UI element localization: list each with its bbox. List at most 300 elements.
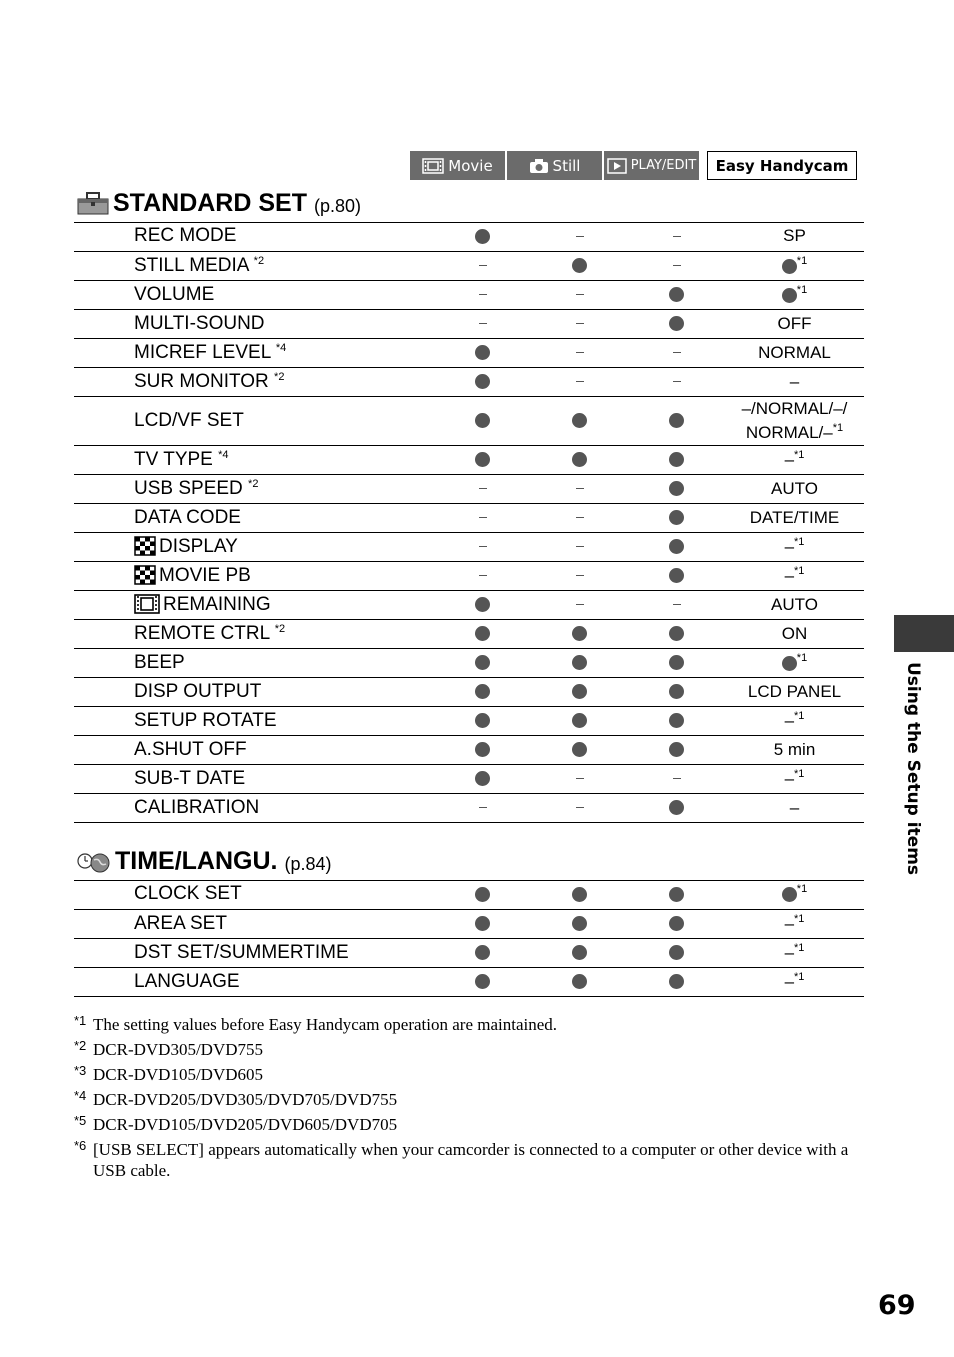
easy-cell [725, 880, 864, 909]
footnote-text: DCR-DVD305/DVD755 [93, 1040, 263, 1059]
footnote-mark: *1 [74, 1013, 87, 1028]
play-cell [628, 938, 725, 967]
footnote-text: [USB SELECT] appears automatically when your camcorder is connected to a computer or other device with a USB cable. [93, 1140, 849, 1180]
still-cell [531, 503, 628, 532]
setting-name: LANGUAGE [134, 970, 240, 992]
setting-name: REMOTE CTRL [134, 622, 275, 644]
row-gap [74, 619, 132, 648]
movie-dash [479, 294, 487, 295]
tab-play-edit [604, 151, 699, 180]
tab-still-label: Still [552, 156, 581, 175]
play-dot [669, 452, 684, 467]
movie-dot [475, 374, 490, 389]
movie-dot [475, 684, 490, 699]
play-dot [669, 316, 684, 331]
table-row [74, 367, 864, 396]
still-dash [576, 807, 584, 808]
setting-cell [132, 503, 434, 532]
movie-cell [434, 338, 531, 367]
play-cell [628, 222, 725, 251]
grid-icon [134, 536, 156, 556]
tab-movie-label: Movie [448, 156, 493, 175]
easy-value-line2: NORMAL/– [745, 422, 833, 442]
movie-cell [434, 532, 531, 561]
time-langu-table [74, 880, 864, 997]
easy-note: *1 [796, 651, 808, 664]
play-cell [628, 590, 725, 619]
table-row [74, 532, 864, 561]
movie-dot [475, 742, 490, 757]
standard-set-table [74, 222, 864, 823]
still-cell [531, 532, 628, 561]
movie-dash [479, 807, 487, 808]
setting-cell [132, 474, 434, 503]
table-row [74, 561, 864, 590]
setting-name: MICREF LEVEL [134, 341, 276, 363]
still-dot [572, 887, 587, 902]
still-cell [531, 309, 628, 338]
time-langu-ref: (p.84) [284, 854, 332, 874]
setting-name: STILL MEDIA [134, 254, 254, 276]
play-cell [628, 503, 725, 532]
play-dash [673, 265, 681, 266]
easy-note: *1 [794, 767, 805, 780]
setting-cell [132, 706, 434, 735]
film-icon [134, 594, 160, 614]
easy-dot [782, 656, 797, 671]
setting-cell [132, 532, 434, 561]
still-cell [531, 561, 628, 590]
tab-play-label: PLAY/EDIT [630, 158, 697, 173]
camera-icon [529, 158, 549, 174]
easy-value: – [784, 710, 795, 730]
tab-movie [410, 151, 505, 180]
row-gap [74, 280, 132, 309]
row-gap [74, 706, 132, 735]
standard-set-ref: (p.80) [313, 196, 362, 216]
still-cell [531, 909, 628, 938]
movie-cell [434, 648, 531, 677]
easy-value: SP [783, 226, 806, 246]
easy-value: – [784, 942, 795, 962]
easy-cell [725, 793, 864, 822]
play-cell [628, 967, 725, 996]
still-dot [572, 742, 587, 757]
play-dot [669, 655, 684, 670]
still-dash [576, 778, 584, 779]
easy-value: – [789, 797, 800, 817]
play-cell [628, 793, 725, 822]
still-cell [531, 396, 628, 445]
table-row [74, 706, 864, 735]
still-dash [576, 236, 584, 237]
row-gap [74, 561, 132, 590]
row-gap [74, 880, 132, 909]
row-gap [74, 909, 132, 938]
easy-note: *1 [796, 283, 808, 296]
table-row [74, 222, 864, 251]
table-row [74, 445, 864, 474]
play-dot [669, 510, 684, 525]
easy-value: – [784, 913, 795, 933]
still-cell [531, 880, 628, 909]
still-dash [576, 352, 584, 353]
still-dash [576, 488, 584, 489]
easy-dot [782, 887, 797, 902]
easy-value: AUTO [771, 478, 818, 498]
standard-set-title: STANDARD SET [113, 189, 307, 217]
row-gap [74, 764, 132, 793]
table-row [74, 793, 864, 822]
time-langu-heading [76, 848, 332, 874]
still-dot [572, 713, 587, 728]
still-cell [531, 793, 628, 822]
table-row [74, 309, 864, 338]
row-gap [74, 474, 132, 503]
movie-cell [434, 561, 531, 590]
easy-cell [725, 251, 864, 280]
easy-cell [725, 590, 864, 619]
movie-cell [434, 909, 531, 938]
side-label-text: Using the Setup items [903, 662, 923, 876]
setting-cell [132, 367, 434, 396]
setting-name: VOLUME [134, 283, 215, 305]
still-cell [531, 706, 628, 735]
movie-dot [475, 945, 490, 960]
play-cell [628, 309, 725, 338]
row-gap [74, 503, 132, 532]
footnote-text: The setting values before Easy Handycam operation are maintained. [93, 1015, 558, 1034]
still-cell [531, 474, 628, 503]
footnote [74, 1064, 864, 1086]
easy-cell [725, 474, 864, 503]
setting-name: MOVIE PB [159, 564, 251, 586]
play-dash [673, 604, 681, 605]
easy-value: ON [781, 623, 808, 643]
setting-name: CLOCK SET [134, 883, 242, 905]
play-dot [669, 539, 684, 554]
table-row [74, 503, 864, 532]
setting-cell [132, 648, 434, 677]
row-gap [74, 735, 132, 764]
easy-note: *1 [796, 883, 808, 896]
setting-cell [132, 338, 434, 367]
setting-cell [132, 880, 434, 909]
setting-cell [132, 967, 434, 996]
play-dot [669, 916, 684, 931]
setting-name: DATA CODE [134, 506, 241, 528]
still-dash [576, 294, 584, 295]
table-row [74, 251, 864, 280]
play-dot [669, 887, 684, 902]
setting-name: DISPLAY [159, 535, 238, 557]
row-gap [74, 648, 132, 677]
row-gap [74, 445, 132, 474]
easy-cell [725, 396, 864, 445]
setting-note: *2 [248, 477, 259, 490]
play-dot [669, 713, 684, 728]
play-cell [628, 764, 725, 793]
play-cell [628, 474, 725, 503]
footnote-text: DCR-DVD205/DVD305/DVD705/DVD755 [93, 1090, 398, 1109]
setting-name: TV TYPE [134, 448, 219, 470]
movie-dot [475, 229, 490, 244]
play-cell [628, 648, 725, 677]
movie-cell [434, 735, 531, 764]
play-cell [628, 909, 725, 938]
footnote-mark: *6 [74, 1138, 87, 1153]
easy-value: – [789, 371, 800, 391]
movie-dash [479, 575, 487, 576]
setting-name: BEEP [134, 651, 185, 673]
setting-note: *2 [274, 622, 286, 635]
setting-cell [132, 590, 434, 619]
movie-cell [434, 367, 531, 396]
table-row [74, 880, 864, 909]
footnote-mark: *4 [74, 1088, 87, 1103]
still-cell [531, 338, 628, 367]
mode-tabs [410, 151, 859, 180]
page-number: 69 [878, 1290, 916, 1321]
play-dot [669, 800, 684, 815]
still-dash [576, 546, 584, 547]
setting-cell [132, 445, 434, 474]
play-cell [628, 706, 725, 735]
setting-note: *2 [274, 370, 285, 383]
toolbox-icon [76, 190, 110, 216]
movie-cell [434, 590, 531, 619]
easy-cell [725, 445, 864, 474]
still-cell [531, 222, 628, 251]
play-cell [628, 367, 725, 396]
movie-cell [434, 967, 531, 996]
movie-cell [434, 309, 531, 338]
play-dot [669, 287, 684, 302]
play-dash [673, 381, 681, 382]
play-dash [673, 236, 681, 237]
setting-cell [132, 561, 434, 590]
still-dot [572, 684, 587, 699]
play-dot [669, 945, 684, 960]
movie-cell [434, 445, 531, 474]
side-thumb-tab [894, 615, 954, 652]
easy-value: – [784, 971, 795, 991]
play-cell [628, 251, 725, 280]
still-cell [531, 677, 628, 706]
table-row [74, 909, 864, 938]
setting-name: DST SET/SUMMERTIME [134, 941, 349, 963]
still-cell [531, 445, 628, 474]
still-cell [531, 938, 628, 967]
easy-cell [725, 222, 864, 251]
table-row [74, 280, 864, 309]
movie-cell [434, 764, 531, 793]
footnote-mark: *5 [74, 1113, 87, 1128]
setting-cell [132, 735, 434, 764]
movie-dash [479, 323, 487, 324]
still-cell [531, 619, 628, 648]
easy-note: *1 [832, 421, 844, 434]
movie-dot [475, 413, 490, 428]
footnote-mark: *3 [74, 1063, 87, 1078]
table-row [74, 938, 864, 967]
still-cell [531, 735, 628, 764]
still-cell [531, 280, 628, 309]
movie-cell [434, 474, 531, 503]
row-gap [74, 677, 132, 706]
movie-dash [479, 488, 487, 489]
row-gap [74, 532, 132, 561]
row-gap [74, 396, 132, 445]
easy-cell [725, 309, 864, 338]
easy-value: 5 min [773, 739, 816, 759]
setting-name: LCD/VF SET [134, 409, 244, 431]
row-gap [74, 309, 132, 338]
play-dot [669, 568, 684, 583]
still-dot [572, 626, 587, 641]
easy-value: DATE/TIME [749, 507, 840, 527]
movie-dot [475, 655, 490, 670]
still-dash [576, 575, 584, 576]
play-cell [628, 445, 725, 474]
easy-cell [725, 619, 864, 648]
table-row [74, 648, 864, 677]
time-langu-title: TIME/LANGU. [115, 847, 278, 875]
setting-note: *4 [218, 448, 229, 461]
movie-dot [475, 452, 490, 467]
movie-dot [475, 974, 490, 989]
setting-note: *4 [275, 341, 287, 354]
easy-note: *1 [796, 254, 808, 267]
tab-still [507, 151, 602, 180]
still-dot [572, 258, 587, 273]
still-cell [531, 367, 628, 396]
movie-cell [434, 251, 531, 280]
play-cell [628, 561, 725, 590]
footnote-text: DCR-DVD105/DVD605 [93, 1065, 263, 1084]
table-row [74, 619, 864, 648]
play-dot [669, 481, 684, 496]
setting-name: REMAINING [163, 593, 271, 615]
still-cell [531, 590, 628, 619]
easy-value: LCD PANEL [747, 681, 842, 701]
movie-cell [434, 280, 531, 309]
movie-dot [475, 597, 490, 612]
setting-cell [132, 793, 434, 822]
play-dot [669, 742, 684, 757]
easy-cell [725, 338, 864, 367]
standard-set-heading [76, 190, 361, 216]
tab-easy-handycam [707, 151, 857, 180]
footnotes [74, 1014, 864, 1184]
play-dash [673, 778, 681, 779]
row-gap [74, 251, 132, 280]
play-cell [628, 619, 725, 648]
easy-note: *1 [794, 535, 805, 548]
easy-cell [725, 938, 864, 967]
setting-cell [132, 222, 434, 251]
movie-dot [475, 771, 490, 786]
movie-cell [434, 938, 531, 967]
footnote-text: DCR-DVD105/DVD205/DVD605/DVD705 [93, 1115, 398, 1134]
tab-easy-label: Easy Handycam [715, 156, 849, 175]
row-gap [74, 367, 132, 396]
footnote [74, 1114, 864, 1136]
setting-cell [132, 309, 434, 338]
setting-cell [132, 280, 434, 309]
easy-note: *1 [794, 564, 805, 577]
setting-name: CALIBRATION [134, 796, 260, 818]
movie-cell [434, 677, 531, 706]
easy-cell [725, 967, 864, 996]
easy-cell [725, 280, 864, 309]
play-cell [628, 880, 725, 909]
easy-value: – [784, 449, 795, 469]
movie-cell [434, 880, 531, 909]
movie-dot [475, 626, 490, 641]
play-cell [628, 677, 725, 706]
play-cell [628, 396, 725, 445]
still-dot [572, 655, 587, 670]
easy-note: *1 [794, 912, 805, 925]
movie-cell [434, 793, 531, 822]
easy-note: *1 [794, 709, 805, 722]
footnote [74, 1089, 864, 1111]
still-dot [572, 413, 587, 428]
still-cell [531, 967, 628, 996]
setting-cell [132, 764, 434, 793]
still-cell [531, 251, 628, 280]
easy-value: – [784, 536, 795, 556]
easy-cell [725, 532, 864, 561]
easy-value: OFF [777, 313, 812, 333]
movie-cell [434, 222, 531, 251]
setting-cell [132, 619, 434, 648]
clock-globe-icon [76, 848, 112, 874]
easy-dot [782, 288, 797, 303]
setting-name: A.SHUT OFF [134, 738, 247, 760]
easy-note: *1 [794, 448, 805, 461]
setting-name: SUB-T DATE [134, 767, 246, 789]
play-cell [628, 735, 725, 764]
table-row [74, 764, 864, 793]
play-cell [628, 532, 725, 561]
still-cell [531, 648, 628, 677]
footnote [74, 1014, 864, 1036]
still-dash [576, 604, 584, 605]
play-icon [607, 158, 627, 174]
play-dot [669, 413, 684, 428]
setting-cell [132, 938, 434, 967]
setting-note: *2 [253, 254, 265, 267]
easy-value: AUTO [771, 594, 818, 614]
movie-dash [479, 265, 487, 266]
movie-cell [434, 619, 531, 648]
play-dash [673, 352, 681, 353]
still-dash [576, 323, 584, 324]
table-row [74, 590, 864, 619]
movie-dot [475, 916, 490, 931]
play-cell [628, 280, 725, 309]
setting-name: SUR MONITOR [134, 370, 275, 392]
easy-cell [725, 764, 864, 793]
table-row [74, 967, 864, 996]
easy-value: NORMAL [758, 342, 831, 362]
play-cell [628, 338, 725, 367]
table-row [74, 677, 864, 706]
easy-cell [725, 909, 864, 938]
still-dash [576, 381, 584, 382]
